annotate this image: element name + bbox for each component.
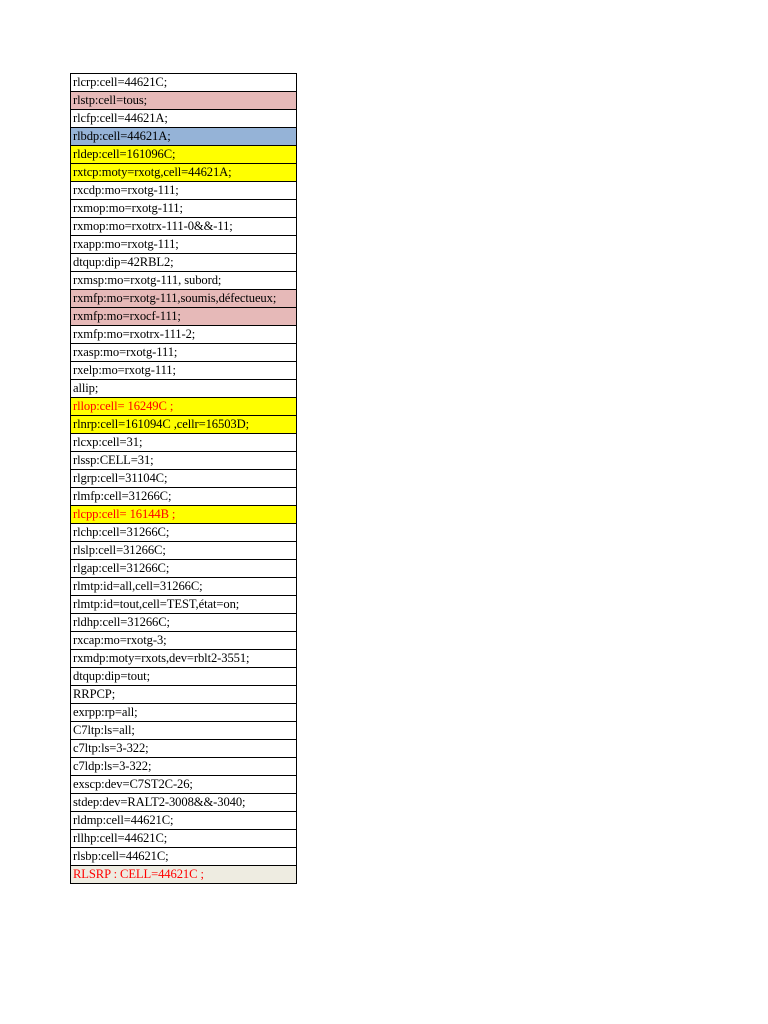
command-cell[interactable]: rxmfp:mo=rxotg-111,soumis,défectueux; [71,290,297,308]
command-cell[interactable]: rxmsp:mo=rxotg-111, subord; [71,272,297,290]
table-row [71,272,297,290]
command-cell[interactable]: rldep:cell=161096C; [71,146,297,164]
table-row [71,506,297,524]
command-cell[interactable]: rxelp:mo=rxotg-111; [71,362,297,380]
table-row [71,794,297,812]
command-cell[interactable]: rlgap:cell=31266C; [71,560,297,578]
table-row [71,182,297,200]
table-row [71,866,297,884]
table-row [71,758,297,776]
table-row [71,218,297,236]
command-cell[interactable]: c7ltp:ls=3-322; [71,740,297,758]
table-row [71,848,297,866]
table-row [71,164,297,182]
command-cell[interactable]: rlcrp:cell=44621C; [71,74,297,92]
command-cell[interactable]: rlbdp:cell=44621A; [71,128,297,146]
command-cell[interactable]: allip; [71,380,297,398]
table-row [71,416,297,434]
table-row [71,254,297,272]
command-cell[interactable]: rlssp:CELL=31; [71,452,297,470]
table-row [71,560,297,578]
command-cell[interactable]: dtqup:dip=tout; [71,668,297,686]
command-cell[interactable]: rxmop:mo=rxotrx-111-0&&-11; [71,218,297,236]
table-row [71,398,297,416]
command-cell[interactable]: rlcxp:cell=31; [71,434,297,452]
table-row [71,128,297,146]
command-cell[interactable]: stdep:dev=RALT2-3008&&-3040; [71,794,297,812]
command-cell[interactable]: rxmop:mo=rxotg-111; [71,200,297,218]
table-row [71,74,297,92]
command-list [71,74,297,884]
command-cell[interactable]: rlnrp:cell=161094C ,cellr=16503D; [71,416,297,434]
table-row [71,650,297,668]
command-cell[interactable]: C7ltp:ls=all; [71,722,297,740]
command-cell[interactable]: rllop:cell= 16249C ; [71,398,297,416]
command-cell[interactable]: rxtcp:moty=rxotg,cell=44621A; [71,164,297,182]
command-cell[interactable]: rlsbp:cell=44621C; [71,848,297,866]
command-cell[interactable]: rlstp:cell=tous; [71,92,297,110]
table-row [71,92,297,110]
command-cell[interactable]: rlslp:cell=31266C; [71,542,297,560]
command-cell[interactable]: exrpp:rp=all; [71,704,297,722]
table-row [71,326,297,344]
command-cell[interactable]: exscp:dev=C7ST2C-26; [71,776,297,794]
table-row [71,632,297,650]
command-cell[interactable]: rxmdp:moty=rxots,dev=rblt2-3551; [71,650,297,668]
command-cell[interactable]: c7ldp:ls=3-322; [71,758,297,776]
table-row [71,200,297,218]
table-row [71,668,297,686]
command-cell[interactable]: rxasp:mo=rxotg-111; [71,344,297,362]
command-cell[interactable]: RLSRP : CELL=44621C ; [71,866,297,884]
table-row [71,614,297,632]
command-cell[interactable]: rxapp:mo=rxotg-111; [71,236,297,254]
table-row [71,434,297,452]
table-row [71,452,297,470]
command-cell[interactable]: rlmtp:id=tout,cell=TEST,état=on; [71,596,297,614]
table-row [71,812,297,830]
command-cell[interactable]: rxmfp:mo=rxotrx-111-2; [71,326,297,344]
command-cell[interactable]: RRPCP; [71,686,297,704]
table-row [71,578,297,596]
table-row [71,380,297,398]
table-row [71,236,297,254]
table-row [71,362,297,380]
command-cell[interactable]: dtqup:dip=42RBL2; [71,254,297,272]
table-row [71,776,297,794]
table-row [71,290,297,308]
command-cell[interactable]: rlgrp:cell=31104C; [71,470,297,488]
table-row [71,488,297,506]
table-row [71,596,297,614]
table-row [71,704,297,722]
command-cell[interactable]: rldhp:cell=31266C; [71,614,297,632]
command-cell[interactable]: rxmfp:mo=rxocf-111; [71,308,297,326]
table-row [71,830,297,848]
table-row [71,740,297,758]
table-row [71,686,297,704]
command-cell[interactable]: rldmp:cell=44621C; [71,812,297,830]
table-row [71,146,297,164]
command-cell[interactable]: rllhp:cell=44621C; [71,830,297,848]
command-cell[interactable]: rlcpp:cell= 16144B ; [71,506,297,524]
command-cell[interactable]: rxcap:mo=rxotg-3; [71,632,297,650]
command-table [70,73,297,884]
command-cell[interactable]: rlmfp:cell=31266C; [71,488,297,506]
command-cell[interactable]: rlcfp:cell=44621A; [71,110,297,128]
table-row [71,470,297,488]
table-row [71,344,297,362]
command-cell[interactable]: rlmtp:id=all,cell=31266C; [71,578,297,596]
command-cell[interactable]: rlchp:cell=31266C; [71,524,297,542]
table-row [71,722,297,740]
table-row [71,110,297,128]
table-row [71,308,297,326]
table-row [71,524,297,542]
table-row [71,542,297,560]
command-cell[interactable]: rxcdp:mo=rxotg-111; [71,182,297,200]
